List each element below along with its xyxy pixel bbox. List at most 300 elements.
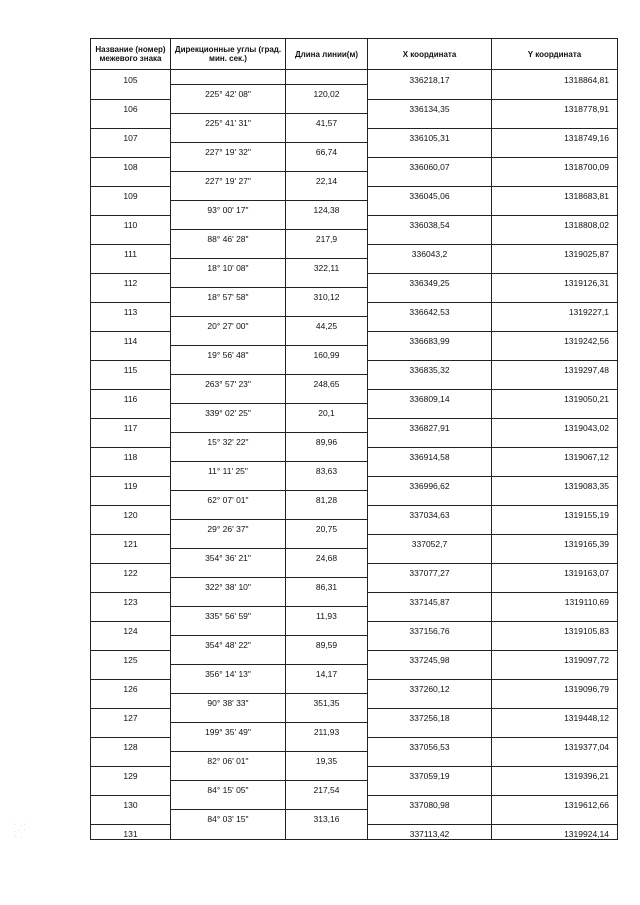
empty-cell <box>91 346 171 361</box>
line-length: 14,17 <box>286 665 368 680</box>
line-length: 248,65 <box>286 375 368 390</box>
y-coordinate: 1319043,02 <box>492 418 618 433</box>
segment-row <box>91 114 618 129</box>
segment-row <box>91 810 618 825</box>
empty-cell <box>368 230 492 245</box>
point-row <box>91 99 618 114</box>
x-coordinate: 336835,32 <box>368 360 492 375</box>
segment-row <box>91 607 618 622</box>
empty-cell <box>286 447 368 462</box>
empty-cell <box>492 172 618 187</box>
empty-cell <box>368 433 492 448</box>
empty-cell <box>171 476 286 491</box>
empty-cell <box>286 331 368 346</box>
point-number: 113 <box>91 302 171 317</box>
direction-angle: 84° 03' 15" <box>171 810 286 825</box>
segment-row <box>91 317 618 332</box>
coordinates-sheet <box>90 38 617 839</box>
point-number: 117 <box>91 418 171 433</box>
empty-cell <box>368 85 492 100</box>
segment-row <box>91 752 618 767</box>
y-coordinate: 1319126,31 <box>492 273 618 288</box>
empty-cell <box>286 534 368 549</box>
point-number: 111 <box>91 244 171 259</box>
direction-angle: 199° 35' 49" <box>171 723 286 738</box>
empty-cell <box>171 99 286 114</box>
empty-cell <box>368 288 492 303</box>
empty-cell <box>91 607 171 622</box>
point-number: 129 <box>91 766 171 781</box>
empty-cell <box>368 636 492 651</box>
empty-cell <box>171 592 286 607</box>
segment-row <box>91 723 618 738</box>
point-row <box>91 302 618 317</box>
empty-cell <box>286 244 368 259</box>
line-length: 20,1 <box>286 404 368 419</box>
empty-cell <box>286 302 368 317</box>
x-coordinate: 337080,98 <box>368 795 492 810</box>
direction-angle: 225° 41' 31" <box>171 114 286 129</box>
x-coordinate: 336060,07 <box>368 157 492 172</box>
x-coordinate: 336134,35 <box>368 99 492 114</box>
direction-angle: 82° 06' 01" <box>171 752 286 767</box>
line-length: 66,74 <box>286 143 368 158</box>
empty-cell <box>286 157 368 172</box>
line-length: 124,38 <box>286 201 368 216</box>
x-coordinate: 337052,7 <box>368 534 492 549</box>
direction-angle: 354° 36' 21" <box>171 549 286 564</box>
empty-cell <box>492 288 618 303</box>
empty-cell <box>171 186 286 201</box>
point-number: 112 <box>91 273 171 288</box>
empty-cell <box>492 752 618 767</box>
direction-angle: 88° 46' 28" <box>171 230 286 245</box>
y-coordinate: 1319377,04 <box>492 737 618 752</box>
line-length: 11,93 <box>286 607 368 622</box>
point-row <box>91 128 618 143</box>
line-length: 313,16 <box>286 810 368 825</box>
point-row <box>91 157 618 172</box>
empty-cell <box>492 607 618 622</box>
direction-angle: 339° 02' 25" <box>171 404 286 419</box>
segment-row <box>91 665 618 680</box>
x-coordinate: 336827,91 <box>368 418 492 433</box>
empty-cell <box>492 230 618 245</box>
x-coordinate: 336996,62 <box>368 476 492 491</box>
empty-cell <box>171 360 286 375</box>
empty-cell <box>492 549 618 564</box>
empty-cell <box>91 433 171 448</box>
y-coordinate: 1319110,69 <box>492 592 618 607</box>
empty-cell <box>91 143 171 158</box>
empty-cell <box>91 259 171 274</box>
direction-angle: 322° 38' 10" <box>171 578 286 593</box>
direction-angle: 62° 07' 01" <box>171 491 286 506</box>
empty-cell <box>286 650 368 665</box>
y-coordinate: 1318808,02 <box>492 215 618 230</box>
empty-cell <box>492 317 618 332</box>
x-coordinate: 337056,53 <box>368 737 492 752</box>
empty-cell <box>492 114 618 129</box>
point-number: 126 <box>91 679 171 694</box>
empty-cell <box>171 708 286 723</box>
point-row <box>91 273 618 288</box>
y-coordinate: 1319105,83 <box>492 621 618 636</box>
empty-cell <box>368 259 492 274</box>
line-length: 89,96 <box>286 433 368 448</box>
line-length: 19,35 <box>286 752 368 767</box>
y-coordinate: 1319448,12 <box>492 708 618 723</box>
header-point-name: Название (номер) межевого знака <box>91 39 171 70</box>
header-x-coordinate: X координата <box>368 39 492 70</box>
point-row <box>91 389 618 404</box>
empty-cell <box>492 346 618 361</box>
point-row <box>91 244 618 259</box>
empty-cell <box>171 157 286 172</box>
point-number: 131 <box>91 824 171 839</box>
table-header-row <box>91 39 618 70</box>
x-coordinate: 337156,76 <box>368 621 492 636</box>
direction-angle: 18° 57' 58" <box>171 288 286 303</box>
header-y-coordinate: Y координата <box>492 39 618 70</box>
line-length: 24,68 <box>286 549 368 564</box>
x-coordinate: 336038,54 <box>368 215 492 230</box>
empty-cell <box>368 491 492 506</box>
empty-cell <box>286 621 368 636</box>
direction-angle: 19° 56' 48" <box>171 346 286 361</box>
line-length: 89,59 <box>286 636 368 651</box>
point-row <box>91 766 618 781</box>
empty-cell <box>91 578 171 593</box>
direction-angle: 18° 10' 08" <box>171 259 286 274</box>
y-coordinate: 1319067,12 <box>492 447 618 462</box>
empty-cell <box>91 201 171 216</box>
empty-cell <box>91 665 171 680</box>
point-row <box>91 534 618 549</box>
x-coordinate: 337034,63 <box>368 505 492 520</box>
table-body <box>91 70 618 840</box>
direction-angle: 93° 00' 17" <box>171 201 286 216</box>
empty-cell <box>286 70 368 85</box>
y-coordinate: 1319096,79 <box>492 679 618 694</box>
empty-cell <box>91 549 171 564</box>
empty-cell <box>368 172 492 187</box>
point-number: 106 <box>91 99 171 114</box>
empty-cell <box>492 694 618 709</box>
empty-cell <box>286 679 368 694</box>
x-coordinate: 337059,19 <box>368 766 492 781</box>
y-coordinate: 1319050,21 <box>492 389 618 404</box>
empty-cell <box>171 679 286 694</box>
empty-cell <box>171 389 286 404</box>
header-direction-angle: Дирекционные углы (град. мин. сек.) <box>171 39 286 70</box>
line-length: 217,54 <box>286 781 368 796</box>
line-length: 22,14 <box>286 172 368 187</box>
empty-cell <box>91 520 171 535</box>
empty-cell <box>492 433 618 448</box>
segment-row <box>91 346 618 361</box>
y-coordinate: 1319165,39 <box>492 534 618 549</box>
empty-cell <box>368 607 492 622</box>
empty-cell <box>91 317 171 332</box>
empty-cell <box>286 186 368 201</box>
coordinates-table <box>90 38 618 840</box>
segment-row <box>91 259 618 274</box>
empty-cell <box>91 404 171 419</box>
point-number: 119 <box>91 476 171 491</box>
point-row <box>91 418 618 433</box>
empty-cell <box>286 592 368 607</box>
point-number: 116 <box>91 389 171 404</box>
segment-row <box>91 549 618 564</box>
empty-cell <box>492 723 618 738</box>
line-length: 83,63 <box>286 462 368 477</box>
empty-cell <box>91 85 171 100</box>
point-number: 114 <box>91 331 171 346</box>
empty-cell <box>492 462 618 477</box>
direction-angle: 356° 14' 13" <box>171 665 286 680</box>
empty-cell <box>171 70 286 85</box>
point-number: 108 <box>91 157 171 172</box>
empty-cell <box>286 505 368 520</box>
line-length: 351,35 <box>286 694 368 709</box>
y-coordinate: 1318778,91 <box>492 99 618 114</box>
y-coordinate: 1318700,09 <box>492 157 618 172</box>
point-number: 125 <box>91 650 171 665</box>
y-coordinate: 1319297,48 <box>492 360 618 375</box>
empty-cell <box>368 665 492 680</box>
empty-cell <box>368 143 492 158</box>
empty-cell <box>286 273 368 288</box>
empty-cell <box>368 114 492 129</box>
empty-cell <box>492 143 618 158</box>
empty-cell <box>286 708 368 723</box>
point-number: 110 <box>91 215 171 230</box>
direction-angle: 11° 11' 25" <box>171 462 286 477</box>
point-number: 107 <box>91 128 171 143</box>
empty-cell <box>171 447 286 462</box>
empty-cell <box>368 462 492 477</box>
y-coordinate: 1319242,56 <box>492 331 618 346</box>
point-number: 105 <box>91 70 171 85</box>
empty-cell <box>368 375 492 390</box>
segment-row <box>91 462 618 477</box>
empty-cell <box>286 389 368 404</box>
empty-cell <box>286 99 368 114</box>
y-coordinate: 1319396,21 <box>492 766 618 781</box>
point-row <box>91 621 618 636</box>
line-length: 160,99 <box>286 346 368 361</box>
line-length: 81,28 <box>286 491 368 506</box>
point-row <box>91 679 618 694</box>
empty-cell <box>492 636 618 651</box>
segment-row <box>91 404 618 419</box>
direction-angle: 225° 42' 08" <box>171 85 286 100</box>
direction-angle: 354° 48' 22" <box>171 636 286 651</box>
empty-cell <box>171 302 286 317</box>
empty-cell <box>91 375 171 390</box>
header-line-length: Длина линии(м) <box>286 39 368 70</box>
empty-cell <box>368 723 492 738</box>
empty-cell <box>286 360 368 375</box>
point-row <box>91 795 618 810</box>
segment-row <box>91 143 618 158</box>
point-row <box>91 360 618 375</box>
point-row <box>91 70 618 85</box>
y-coordinate: 1318683,81 <box>492 186 618 201</box>
empty-cell <box>171 244 286 259</box>
empty-cell <box>492 520 618 535</box>
x-coordinate: 336683,99 <box>368 331 492 346</box>
x-coordinate: 336218,17 <box>368 70 492 85</box>
point-row <box>91 476 618 491</box>
segment-row <box>91 230 618 245</box>
empty-cell <box>492 201 618 216</box>
x-coordinate: 337145,87 <box>368 592 492 607</box>
line-length: 86,31 <box>286 578 368 593</box>
segment-row <box>91 201 618 216</box>
empty-cell <box>368 346 492 361</box>
empty-cell <box>368 810 492 825</box>
segment-row <box>91 433 618 448</box>
segment-row <box>91 172 618 187</box>
empty-cell <box>368 520 492 535</box>
empty-cell <box>91 491 171 506</box>
empty-cell <box>492 375 618 390</box>
point-number: 121 <box>91 534 171 549</box>
point-number: 122 <box>91 563 171 578</box>
y-coordinate: 1319163,07 <box>492 563 618 578</box>
point-row <box>91 563 618 578</box>
x-coordinate: 337256,18 <box>368 708 492 723</box>
empty-cell <box>171 824 286 839</box>
point-row <box>91 331 618 346</box>
x-coordinate: 336914,58 <box>368 447 492 462</box>
empty-cell <box>91 810 171 825</box>
empty-cell <box>368 317 492 332</box>
direction-angle: 15° 32' 22" <box>171 433 286 448</box>
point-row <box>91 737 618 752</box>
y-coordinate: 1319227,1 <box>492 302 618 317</box>
empty-cell <box>286 737 368 752</box>
direction-angle: 263° 57' 23" <box>171 375 286 390</box>
line-length: 211,93 <box>286 723 368 738</box>
empty-cell <box>286 476 368 491</box>
line-length: 41,57 <box>286 114 368 129</box>
point-number: 115 <box>91 360 171 375</box>
point-row <box>91 592 618 607</box>
empty-cell <box>91 723 171 738</box>
segment-row <box>91 578 618 593</box>
x-coordinate: 336105,31 <box>368 128 492 143</box>
empty-cell <box>171 505 286 520</box>
y-coordinate: 1319924,14 <box>492 824 618 839</box>
empty-cell <box>91 462 171 477</box>
y-coordinate: 1318864,81 <box>492 70 618 85</box>
empty-cell <box>91 752 171 767</box>
x-coordinate: 337260,12 <box>368 679 492 694</box>
x-coordinate: 337245,98 <box>368 650 492 665</box>
line-length: 20,75 <box>286 520 368 535</box>
line-length: 310,12 <box>286 288 368 303</box>
empty-cell <box>286 418 368 433</box>
point-number: 130 <box>91 795 171 810</box>
empty-cell <box>492 491 618 506</box>
direction-angle: 335° 56' 59" <box>171 607 286 622</box>
empty-cell <box>492 665 618 680</box>
segment-row <box>91 375 618 390</box>
direction-angle: 20° 27' 00" <box>171 317 286 332</box>
y-coordinate: 1318749,16 <box>492 128 618 143</box>
segment-row <box>91 85 618 100</box>
direction-angle: 227° 19' 32" <box>171 143 286 158</box>
empty-cell <box>171 418 286 433</box>
scan-noise-mark: · .· .· · · . <box>14 821 27 840</box>
point-row <box>91 650 618 665</box>
line-length: 322,11 <box>286 259 368 274</box>
y-coordinate: 1319097,72 <box>492 650 618 665</box>
empty-cell <box>492 578 618 593</box>
x-coordinate: 336043,2 <box>368 244 492 259</box>
segment-row <box>91 781 618 796</box>
y-coordinate: 1319612,66 <box>492 795 618 810</box>
point-row <box>91 708 618 723</box>
empty-cell <box>368 781 492 796</box>
segment-row <box>91 694 618 709</box>
empty-cell <box>286 795 368 810</box>
empty-cell <box>368 752 492 767</box>
segment-row <box>91 288 618 303</box>
empty-cell <box>171 795 286 810</box>
empty-cell <box>171 737 286 752</box>
empty-cell <box>492 85 618 100</box>
line-length: 217,9 <box>286 230 368 245</box>
point-row <box>91 447 618 462</box>
point-number: 124 <box>91 621 171 636</box>
y-coordinate: 1319025,87 <box>492 244 618 259</box>
direction-angle: 90° 38' 33" <box>171 694 286 709</box>
point-number: 128 <box>91 737 171 752</box>
y-coordinate: 1319083,35 <box>492 476 618 491</box>
empty-cell <box>91 114 171 129</box>
empty-cell <box>91 288 171 303</box>
empty-cell <box>492 810 618 825</box>
x-coordinate: 336349,25 <box>368 273 492 288</box>
empty-cell <box>492 259 618 274</box>
point-number: 118 <box>91 447 171 462</box>
empty-cell <box>171 273 286 288</box>
point-number: 109 <box>91 186 171 201</box>
empty-cell <box>171 331 286 346</box>
point-number: 127 <box>91 708 171 723</box>
empty-cell <box>286 128 368 143</box>
segment-row <box>91 520 618 535</box>
empty-cell <box>368 694 492 709</box>
empty-cell <box>286 766 368 781</box>
empty-cell <box>492 404 618 419</box>
x-coordinate: 337113,42 <box>368 824 492 839</box>
point-number: 123 <box>91 592 171 607</box>
empty-cell <box>368 549 492 564</box>
empty-cell <box>91 172 171 187</box>
point-row <box>91 505 618 520</box>
empty-cell <box>368 201 492 216</box>
segment-row <box>91 491 618 506</box>
empty-cell <box>171 650 286 665</box>
x-coordinate: 336045,06 <box>368 186 492 201</box>
empty-cell <box>171 128 286 143</box>
x-coordinate: 337077,27 <box>368 563 492 578</box>
